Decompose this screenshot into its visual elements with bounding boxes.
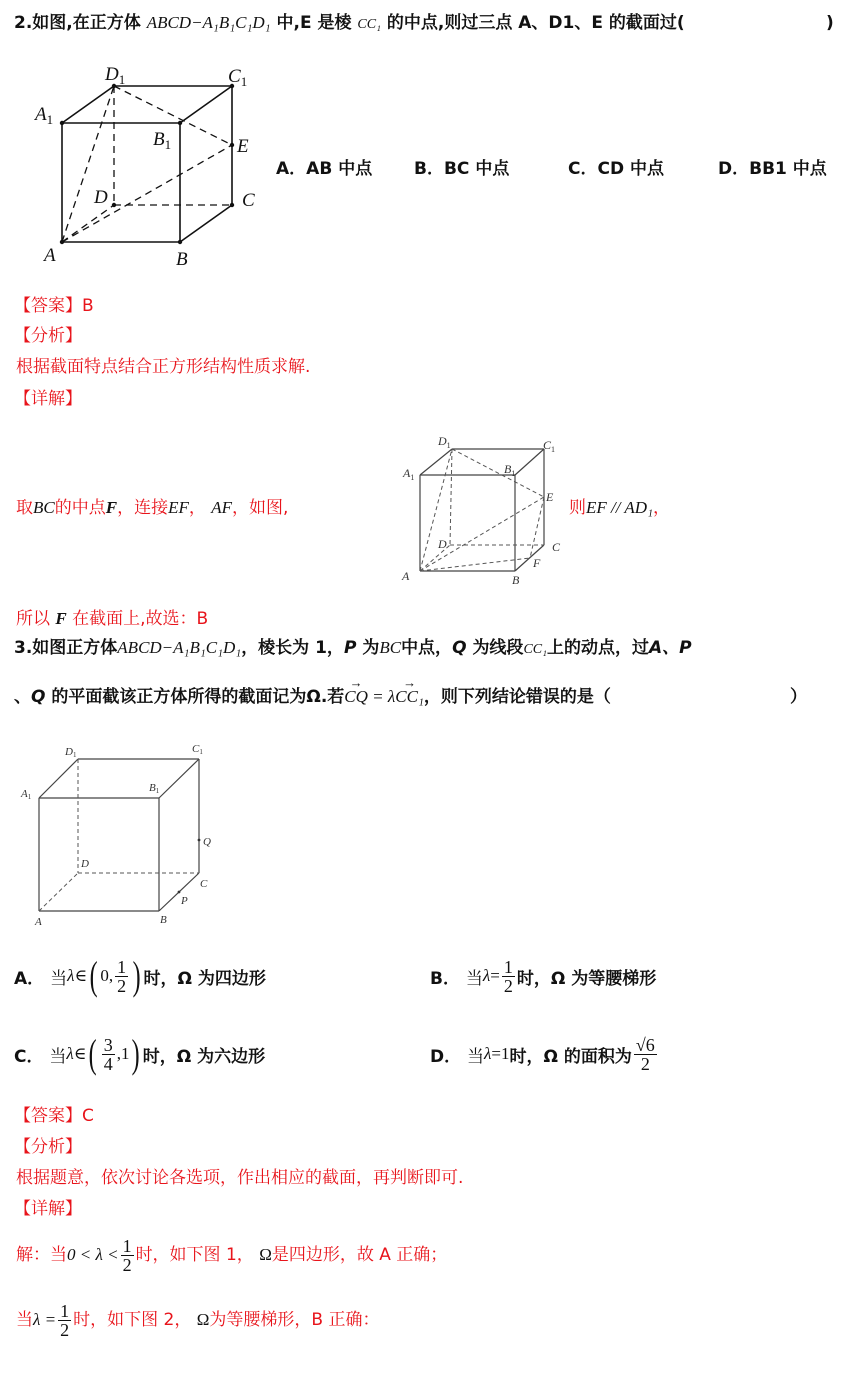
- svg-text:D: D: [81, 858, 89, 870]
- option-key: C．: [568, 159, 598, 179]
- vector-cq: → CQ: [344, 686, 368, 708]
- text: 时，Ω 为六边形: [142, 1046, 266, 1067]
- q3-option-a[interactable]: [14, 948, 266, 1004]
- numerator: √6: [635, 1034, 655, 1055]
- lambda: λ: [484, 1044, 492, 1063]
- q2-analysis-text: 根据截面特点结合正方形结构性质求解.: [16, 357, 311, 377]
- text: 为: [362, 638, 380, 658]
- text: 如图正方体: [32, 638, 118, 658]
- q2-edge: CC₁: [357, 17, 381, 32]
- text: 时，Ω 为四边形: [143, 968, 266, 989]
- q3-analysis-text: 根据题意，依次讨论各选项，作出相应的截面，再判断即可.: [16, 1168, 464, 1188]
- svg-text:B1: $B_1$: [504, 462, 516, 478]
- right-paren: ): [132, 953, 141, 998]
- svg-text:D: D: [94, 187, 108, 208]
- denominator: 2: [640, 1053, 650, 1074]
- fraction: [121, 1237, 134, 1274]
- numerator: 3: [103, 1034, 113, 1055]
- text: 在截面上,故选：B: [72, 609, 209, 629]
- svg-text:E: E: [237, 136, 249, 157]
- svg-text:B: B: [176, 249, 188, 270]
- text: ，: [188, 498, 206, 518]
- svg-text:D1: $D_1$: [438, 434, 451, 450]
- text: 当: [16, 1310, 33, 1330]
- option-text: BB1 中点: [749, 159, 827, 179]
- text: 为线段: [472, 638, 524, 658]
- svg-text:P: P: [181, 895, 188, 907]
- vector-cc1: → CC₁: [395, 686, 424, 708]
- omega: Ω: [196, 1310, 210, 1329]
- lambda: λ: [67, 966, 75, 985]
- text: 取: [16, 498, 33, 518]
- q3-solution-line2: [16, 1295, 379, 1345]
- svg-text:B1: B1: [149, 782, 160, 795]
- fraction: [115, 958, 128, 995]
- q2-answer: [14, 295, 94, 317]
- text: 当: [465, 968, 483, 989]
- text: 解：当: [16, 1245, 67, 1265]
- math-eq: λ =: [33, 1310, 57, 1329]
- q2-analysis-label: 【分析】: [14, 326, 82, 346]
- svg-text:C: C: [200, 878, 208, 890]
- interval-left: 0,: [100, 966, 114, 985]
- denominator: 2: [122, 1254, 132, 1275]
- svg-text:C1: $C_1$: [228, 66, 248, 89]
- lambda: λ: [482, 966, 491, 985]
- omega: Ω: [259, 1245, 272, 1264]
- text: 当: [467, 1046, 485, 1067]
- rel: =1: [491, 1044, 510, 1063]
- q3-analysis-label: 【分析】: [14, 1137, 82, 1157]
- svg-text:B1: $B_1$: [153, 129, 172, 152]
- q2-option-b[interactable]: [414, 154, 509, 179]
- q3-cube-figure: [15, 738, 225, 928]
- answer-label: 【答案】: [14, 1106, 82, 1126]
- svg-text:B: B: [512, 573, 520, 587]
- q2-detail-cube-figure: [398, 432, 568, 592]
- q2-option-d[interactable]: [718, 154, 827, 179]
- numerator: 1: [60, 1300, 70, 1321]
- math-bc: BC: [33, 498, 55, 517]
- rel: ∈: [74, 966, 88, 985]
- option-key: C．: [14, 1046, 44, 1067]
- text: ，则下列结论错误的是（: [423, 687, 611, 707]
- text: 时，如下图 2，: [73, 1310, 192, 1330]
- svg-text:A: A: [402, 569, 410, 583]
- text: 中点，: [401, 638, 453, 658]
- q2-paren-close: ): [826, 13, 834, 33]
- q3-number: 3.: [14, 638, 33, 658]
- fraction: [58, 1302, 71, 1339]
- text: 是四边形，故 A 正确；: [271, 1245, 448, 1265]
- option-key: B．: [414, 159, 444, 179]
- q3-cube-name: ABCD−A₁B₁C₁D₁: [117, 638, 242, 657]
- point-p: P: [343, 638, 357, 658]
- right-paren: ): [132, 1031, 141, 1076]
- svg-text:C: C: [552, 540, 561, 554]
- q2-stem: [14, 12, 685, 36]
- option-key: D．: [718, 159, 750, 179]
- math-cc1: CC₁: [523, 642, 547, 657]
- math-parallel: EF // AD₁: [586, 498, 653, 517]
- point-q: Q: [452, 638, 467, 658]
- math-bc: BC: [379, 638, 402, 657]
- svg-text:C1: C1: [192, 743, 203, 756]
- q2-cube-name: ABCD−A₁B₁C₁D₁: [146, 13, 271, 32]
- option-key: A．: [276, 159, 307, 179]
- rel: =: [490, 966, 500, 985]
- numerator: 1: [122, 1235, 132, 1256]
- left-paren: (: [89, 953, 98, 998]
- option-key: D．: [430, 1046, 462, 1067]
- text: 所以: [16, 609, 50, 629]
- q3-option-c[interactable]: [14, 1026, 265, 1082]
- q3-option-d[interactable]: [430, 1026, 659, 1082]
- text: 则: [569, 498, 586, 518]
- q2-cube-figure: [30, 58, 270, 273]
- svg-text:D1: $D_1$: [105, 64, 126, 87]
- q3-solution-line1: [16, 1230, 447, 1280]
- svg-text:A1: $A_1$: [35, 104, 54, 127]
- denominator: 2: [60, 1319, 70, 1340]
- text: 、: [14, 687, 31, 707]
- svg-text:F: F: [533, 556, 541, 570]
- answer-label: 【答案】: [14, 296, 82, 316]
- svg-text:D: D: [438, 537, 447, 551]
- math-ef: EF: [168, 498, 189, 517]
- q2-option-a[interactable]: [276, 154, 372, 179]
- points-ap: A、P: [648, 638, 692, 658]
- q3-stem-line2: [14, 686, 611, 708]
- q3-stem-line1: [14, 637, 692, 661]
- answer-value: B: [82, 296, 94, 316]
- text: 为等腰梯形，B 正确：: [209, 1310, 380, 1330]
- numerator: 1: [117, 956, 127, 977]
- option-key: B．: [430, 968, 460, 989]
- svg-text:B: B: [160, 914, 167, 926]
- text: 的平面截该正方体所得的截面记为Ω.若: [51, 687, 345, 707]
- svg-text:A: A: [35, 916, 42, 928]
- point-q: Q: [31, 687, 46, 707]
- answer-value: C: [82, 1106, 94, 1126]
- text: ，棱长为 1，: [241, 638, 344, 658]
- svg-text:D1: D1: [65, 746, 77, 759]
- q3-option-b[interactable]: [430, 948, 656, 1004]
- lambda: λ: [66, 1044, 74, 1063]
- svg-text:E: E: [546, 490, 554, 504]
- q2-final: [16, 608, 208, 630]
- option-text: CD 中点: [597, 159, 664, 179]
- numerator: 1: [503, 956, 513, 977]
- text: ，连接: [117, 498, 169, 518]
- denominator: 4: [103, 1053, 113, 1074]
- text: ，如图,: [232, 498, 289, 518]
- math-ineq: 0 < λ <: [67, 1245, 119, 1264]
- svg-text:A1: A1: [21, 788, 32, 801]
- left-paren: (: [89, 1031, 98, 1076]
- text: ，: [652, 498, 670, 518]
- q2-stem-text: 的中点,则过三点 A、D1、E 的截面过(: [386, 13, 685, 33]
- q3-paren-close: ）: [790, 687, 807, 707]
- q2-option-c[interactable]: [568, 154, 664, 179]
- interval-right: ,1: [116, 1044, 130, 1063]
- math-f: F: [105, 498, 118, 517]
- fraction: [102, 1036, 115, 1073]
- svg-text:C: C: [242, 190, 255, 211]
- svg-text:A1: $A_1$: [403, 466, 415, 482]
- denominator: 2: [503, 975, 513, 996]
- math-f: F: [55, 609, 67, 628]
- text: 时，Ω 为等腰梯形: [516, 968, 657, 989]
- q2-number: 2.: [14, 13, 33, 33]
- math-eq: = λ: [367, 687, 396, 706]
- svg-text:Q: Q: [203, 836, 211, 848]
- text: 当: [50, 968, 68, 989]
- svg-text:C1: $C_1$: [543, 438, 556, 454]
- fraction: [502, 958, 515, 995]
- rel: ∈: [73, 1044, 87, 1063]
- option-text: BC 中点: [443, 159, 510, 179]
- q3-detail-label: 【详解】: [14, 1199, 82, 1219]
- q2-stem-text: 如图,在正方体: [32, 13, 141, 33]
- math-af: AF: [211, 498, 233, 517]
- q2-detail-label: 【详解】: [14, 389, 82, 409]
- text: 时，如下图 1，: [135, 1245, 254, 1265]
- q2-detail-conclusion: [569, 497, 670, 519]
- option-text: AB 中点: [306, 159, 373, 179]
- denominator: 2: [117, 975, 127, 996]
- text: 时，Ω 的面积为: [509, 1046, 632, 1067]
- text: 上的动点，过: [546, 638, 649, 658]
- text: 当: [49, 1046, 67, 1067]
- text: 的中点: [54, 498, 106, 518]
- fraction: [634, 1036, 657, 1073]
- q2-detail-text: [16, 497, 288, 519]
- option-key: A．: [14, 968, 45, 989]
- q3-answer: [14, 1105, 94, 1127]
- q2-stem-text: 中,E 是棱: [276, 13, 352, 33]
- svg-text:A: A: [44, 245, 56, 266]
